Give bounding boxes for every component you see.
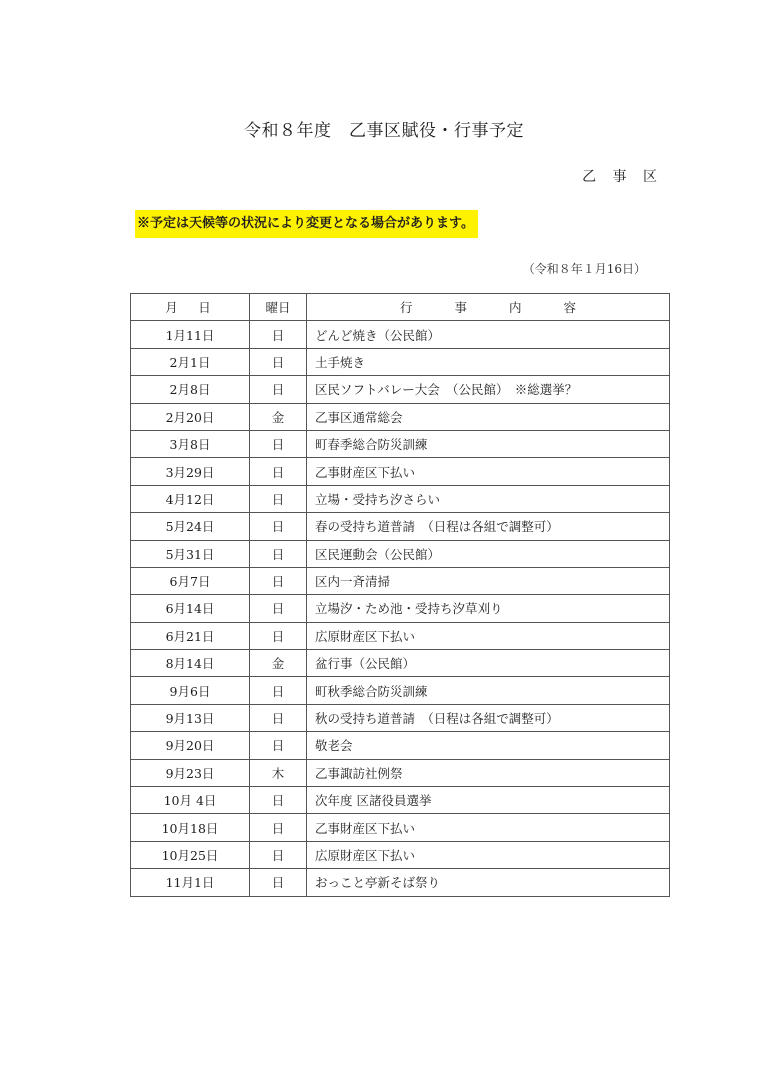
schedule-table	[130, 293, 670, 897]
table-row	[131, 567, 670, 594]
header-weekday: 曜日	[250, 294, 307, 321]
table-row	[131, 622, 670, 649]
table-row	[131, 513, 670, 540]
table-row	[131, 732, 670, 759]
row-weekday: 日	[250, 540, 307, 567]
row-event: 敬老会	[307, 732, 670, 759]
row-weekday: 日	[250, 458, 307, 485]
row-date: 2月20日	[131, 403, 250, 430]
row-weekday: 日	[250, 787, 307, 814]
table-body	[131, 321, 670, 896]
organization-name: 乙 事 区	[582, 169, 663, 185]
row-date: 3月8日	[131, 430, 250, 457]
row-event: 広原財産区下払い	[307, 841, 670, 868]
table-row	[131, 814, 670, 841]
row-event: 乙事区通常総会	[307, 403, 670, 430]
row-weekday: 日	[250, 732, 307, 759]
row-event: おっこと亭新そば祭り	[307, 869, 670, 896]
row-date: 4月12日	[131, 485, 250, 512]
table-row	[131, 376, 670, 403]
row-weekday: 日	[250, 485, 307, 512]
row-event: 春の受持ち道普請 （日程は各組で調整可）	[307, 513, 670, 540]
row-event: 町春季総合防災訓練	[307, 430, 670, 457]
row-date: 1月11日	[131, 321, 250, 348]
row-weekday: 金	[250, 403, 307, 430]
table-row	[131, 650, 670, 677]
row-weekday: 日	[250, 841, 307, 868]
row-date: 9月6日	[131, 677, 250, 704]
header-date: 月 日	[131, 294, 250, 321]
table-row	[131, 704, 670, 731]
schedule-change-notice: ※予定は天候等の状況により変更となる場合があります。	[135, 210, 478, 238]
row-weekday: 日	[250, 704, 307, 731]
table-header-row	[131, 294, 670, 321]
table-row	[131, 869, 670, 896]
row-date: 10月25日	[131, 841, 250, 868]
row-date: 6月21日	[131, 622, 250, 649]
row-event: 乙事諏訪社例祭	[307, 759, 670, 786]
row-date: 9月13日	[131, 704, 250, 731]
row-weekday: 日	[250, 869, 307, 896]
row-date: 6月7日	[131, 567, 250, 594]
header-event	[307, 294, 670, 321]
row-date: 2月8日	[131, 376, 250, 403]
table-row	[131, 458, 670, 485]
row-event: 区民運動会（公民館）	[307, 540, 670, 567]
row-date: 10月18日	[131, 814, 250, 841]
header-event-label: 行事内容	[399, 300, 618, 316]
row-weekday: 金	[250, 650, 307, 677]
row-event: 区内一斉清掃	[307, 567, 670, 594]
table-row	[131, 348, 670, 375]
row-weekday: 日	[250, 622, 307, 649]
row-event: 土手焼き	[307, 348, 670, 375]
row-event: 立場汐・ため池・受持ち汐草刈り	[307, 595, 670, 622]
row-weekday: 日	[250, 430, 307, 457]
table-row	[131, 430, 670, 457]
table-row	[131, 321, 670, 348]
table-row	[131, 540, 670, 567]
row-weekday: 日	[250, 348, 307, 375]
row-date: 9月20日	[131, 732, 250, 759]
table-row	[131, 595, 670, 622]
row-date: 6月14日	[131, 595, 250, 622]
table-row	[131, 677, 670, 704]
row-date: 5月31日	[131, 540, 250, 567]
table-row	[131, 759, 670, 786]
row-event: 盆行事（公民館）	[307, 650, 670, 677]
row-event: 区民ソフトバレー大会 （公民館） ※総選挙？	[307, 376, 670, 403]
row-weekday: 日	[250, 595, 307, 622]
row-weekday: 日	[250, 513, 307, 540]
row-event: 広原財産区下払い	[307, 622, 670, 649]
row-date: 9月23日	[131, 759, 250, 786]
row-date: 8月14日	[131, 650, 250, 677]
row-event: どんど焼き（公民館）	[307, 321, 670, 348]
row-weekday: 木	[250, 759, 307, 786]
row-event: 立場・受持ち汐さらい	[307, 485, 670, 512]
row-event: 乙事財産区下払い	[307, 814, 670, 841]
row-weekday: 日	[250, 376, 307, 403]
table-row	[131, 841, 670, 868]
row-event: 次年度 区諸役員選挙	[307, 787, 670, 814]
row-event: 町秋季総合防災訓練	[307, 677, 670, 704]
row-date: 5月24日	[131, 513, 250, 540]
issue-date: （令和８年１月16日）	[522, 262, 646, 276]
row-weekday: 日	[250, 567, 307, 594]
table-row	[131, 485, 670, 512]
row-weekday: 日	[250, 321, 307, 348]
row-event: 乙事財産区下払い	[307, 458, 670, 485]
row-weekday: 日	[250, 677, 307, 704]
row-event: 秋の受持ち道普請 （日程は各組で調整可）	[307, 704, 670, 731]
table-row	[131, 403, 670, 430]
row-weekday: 日	[250, 814, 307, 841]
row-date: 11月1日	[131, 869, 250, 896]
row-date: 3月29日	[131, 458, 250, 485]
row-date: 10月 4日	[131, 787, 250, 814]
row-date: 2月1日	[131, 348, 250, 375]
page-title: 令和８年度 乙事区賦役・行事予定	[244, 121, 524, 141]
table-row	[131, 787, 670, 814]
